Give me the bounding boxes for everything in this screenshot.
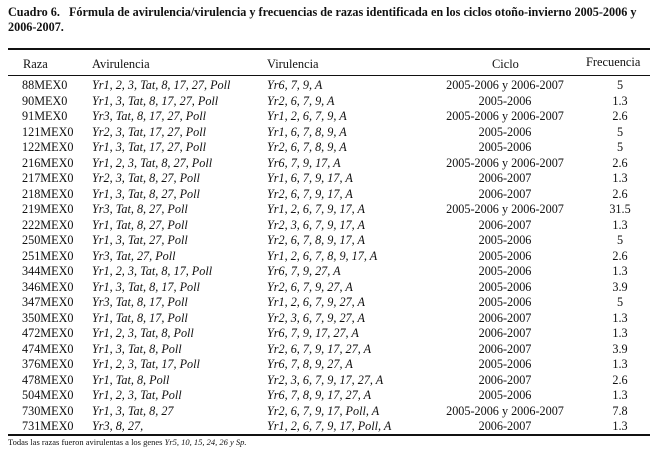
cell-virulencia: Yr2, 6, 7, 9, 17, Poll, A — [267, 403, 380, 418]
cell-virulencia: Yr6, 7, 9, 17, A — [267, 155, 341, 170]
table-row — [0, 295, 657, 311]
cell-avirulencia: Yr3, Tat, 8, 17, Poll — [92, 295, 188, 309]
cell-raza: 347MEX0 — [22, 295, 74, 309]
cell-raza: 88MEX0 — [22, 78, 68, 92]
cell-avirulencia: Yr1, Tat, 8, 17, Poll — [92, 310, 188, 325]
cell-ciclo: 2006-2007 — [478, 341, 532, 356]
cell-raza: 474MEX0 — [22, 341, 74, 356]
cell-avirulencia: Yr1, 3, Tat, 17, 27, Poll — [92, 140, 207, 154]
cell-raza: 121MEX0 — [22, 124, 74, 139]
cell-ciclo: 2005-2006 — [478, 279, 532, 294]
cell-virulencia: Yr2, 6, 7, 9, 17, A — [267, 186, 353, 201]
cell-virulencia: Yr6, 7, 9, 27, A — [267, 264, 341, 278]
table-row — [0, 357, 657, 373]
header-raza: Raza — [23, 57, 48, 71]
table-row — [0, 156, 657, 172]
cell-virulencia: Yr2, 6, 7, 9, 27, A — [267, 279, 353, 294]
cell-ciclo: 2005-2006 y 2006-2007 — [446, 155, 564, 170]
table-row — [0, 249, 657, 265]
cell-virulencia: Yr2, 6, 7, 9, 17, 27, A — [267, 341, 372, 356]
cell-avirulencia: Yr1, 2, 3, Tat, 8, 27, Poll — [92, 155, 213, 170]
cell-virulencia: Yr6, 7, 8, 9, 27, A — [267, 357, 353, 371]
table-body — [0, 78, 657, 435]
cell-frecuencia: 1.3 — [612, 171, 628, 185]
cell-raza: 91MEX0 — [22, 109, 68, 123]
table-row — [0, 94, 657, 110]
cell-avirulencia: Yr3, Tat, 8, 17, 27, Poll — [92, 109, 207, 123]
cell-avirulencia: Yr1, 3, Tat, 8, 17, Poll — [92, 279, 200, 294]
cell-avirulencia: Yr3, 8, 27, — [92, 419, 144, 433]
table-row — [0, 311, 657, 327]
cell-raza: 222MEX0 — [22, 217, 74, 232]
cell-avirulencia: Yr1, 3, Tat, 8, Poll — [92, 341, 182, 356]
cell-raza: 217MEX0 — [22, 171, 74, 185]
table-row — [0, 187, 657, 203]
cell-avirulencia: Yr1, 3, Tat, 8, 27, Poll — [92, 186, 200, 201]
cell-ciclo: 2006-2007 — [478, 217, 532, 232]
cell-ciclo: 2005-2006 — [478, 264, 532, 278]
table-row — [0, 280, 657, 296]
header-rule — [8, 75, 650, 76]
top-rule — [8, 48, 650, 50]
table-row — [0, 373, 657, 389]
table-row — [0, 78, 657, 94]
cell-avirulencia: Yr1, 3, Tat, 8, 27 — [92, 403, 174, 418]
cell-avirulencia: Yr1, 2, 3, Tat, 8, Poll — [92, 326, 194, 340]
cell-frecuencia: 1.3 — [612, 93, 628, 108]
header-avirulencia: Avirulencia — [92, 57, 150, 71]
cell-virulencia: Yr2, 6, 7, 8, 9, 17, A — [267, 233, 365, 247]
cell-raza: 218MEX0 — [22, 186, 74, 201]
table-row — [0, 109, 657, 125]
table-row — [0, 326, 657, 342]
cell-frecuencia: 1.3 — [612, 357, 628, 371]
cell-frecuencia: 5 — [616, 295, 624, 309]
cell-virulencia: Yr1, 6, 7, 9, 17, A — [267, 171, 353, 185]
table-caption — [8, 5, 653, 35]
cell-frecuencia: 5 — [616, 78, 624, 92]
cell-frecuencia: 1.3 — [612, 264, 628, 278]
cell-raza: 346MEX0 — [22, 279, 74, 294]
cell-frecuencia: 5 — [616, 124, 624, 139]
cell-ciclo: 2005-2006 — [478, 295, 532, 309]
cell-raza: 90MEX0 — [22, 93, 68, 108]
table-row — [0, 419, 657, 435]
cell-ciclo: 2005-2006 — [478, 124, 532, 139]
cell-raza: 219MEX0 — [22, 202, 74, 216]
cell-ciclo: 2006-2007 — [478, 326, 532, 340]
cell-ciclo: 2005-2006 — [478, 233, 532, 247]
cell-frecuencia: 1.3 — [612, 326, 628, 340]
cell-avirulencia: Yr1, 3, Tat, 27, Poll — [92, 233, 188, 247]
cell-virulencia: Yr2, 6, 7, 8, 9, A — [267, 140, 347, 154]
cell-virulencia: Yr2, 3, 6, 7, 9, 17, 27, A — [267, 372, 384, 387]
cell-raza: 350MEX0 — [22, 310, 74, 325]
header-frecuencia: Frecuencia — [586, 55, 641, 69]
cell-raza: 731MEX0 — [22, 419, 74, 433]
cell-frecuencia: 5 — [616, 140, 624, 154]
table-row — [0, 388, 657, 404]
footnote-genes: Yr5, 10, 15, 24, 26 y Sp. — [164, 437, 247, 447]
cell-frecuencia: 7.8 — [612, 403, 628, 418]
cell-avirulencia: Yr1, Tat, 8, Poll — [92, 372, 170, 387]
bottom-rule — [8, 434, 650, 436]
cell-avirulencia: Yr1, 2, 3, Tat, Poll — [92, 388, 182, 402]
cell-frecuencia: 3.9 — [612, 279, 628, 294]
footnote-text: Todas las razas fueron avirulentas a los genes — [8, 437, 163, 447]
cell-virulencia: Yr1, 2, 6, 7, 9, 27, A — [267, 295, 365, 309]
cell-raza: 251MEX0 — [22, 248, 74, 263]
cell-avirulencia: Yr1, Tat, 8, 27, Poll — [92, 217, 188, 232]
cell-avirulencia: Yr3, Tat, 27, Poll — [92, 248, 176, 263]
cell-raza: 250MEX0 — [22, 233, 74, 247]
table-row — [0, 202, 657, 218]
cell-virulencia: Yr1, 2, 6, 7, 8, 9, 17, A — [267, 248, 378, 263]
cell-raza: 478MEX0 — [22, 372, 74, 387]
cell-virulencia: Yr2, 3, 6, 7, 9, 27, A — [267, 310, 365, 325]
cell-frecuencia: 2.6 — [612, 186, 628, 201]
cell-frecuencia: 31.5 — [609, 202, 631, 216]
cell-frecuencia: 1.3 — [612, 419, 628, 433]
cell-avirulencia: Yr1, 2, 3, Tat, 8, 17, 27, Poll — [92, 78, 231, 92]
cell-ciclo: 2005-2006 — [478, 93, 532, 108]
cell-frecuencia: 2.6 — [612, 155, 628, 170]
cell-ciclo: 2005-2006 — [478, 388, 532, 402]
cell-frecuencia: 1.3 — [612, 217, 628, 232]
cell-raza: 504MEX0 — [22, 388, 74, 402]
cell-raza: 216MEX0 — [22, 155, 74, 170]
cell-virulencia: Yr2, 3, 6, 7, 9, 17, A — [267, 217, 365, 232]
cell-ciclo: 2006-2007 — [478, 419, 532, 433]
cell-ciclo: 2006-2007 — [478, 171, 532, 185]
table-row — [0, 140, 657, 156]
cell-virulencia: Yr1, 2, 6, 7, 9, 17, A — [267, 202, 365, 216]
cell-virulencia: Yr6, 7, 8, 9, 17, 27, A — [267, 388, 372, 402]
cell-avirulencia: Yr2, 3, Tat, 8, 27, Poll — [92, 171, 200, 185]
table-row — [0, 125, 657, 141]
table-row — [0, 264, 657, 280]
cell-virulencia: Yr6, 7, 9, A — [267, 78, 323, 92]
cell-ciclo: 2005-2006 y 2006-2007 — [446, 202, 564, 216]
cell-ciclo: 2006-2007 — [478, 310, 532, 325]
cell-raza: 472MEX0 — [22, 326, 74, 340]
cell-ciclo: 2006-2007 — [478, 372, 532, 387]
cell-frecuencia: 1.3 — [612, 310, 628, 325]
cell-avirulencia: Yr1, 2, 3, Tat, 17, Poll — [92, 357, 200, 371]
cell-frecuencia: 2.6 — [612, 248, 628, 263]
cell-ciclo: 2005-2006 y 2006-2007 — [446, 403, 564, 418]
cell-raza: 344MEX0 — [22, 264, 74, 278]
table-row — [0, 218, 657, 234]
table-row — [0, 404, 657, 420]
cell-frecuencia: 2.6 — [612, 372, 628, 387]
cell-avirulencia: Yr3, Tat, 8, 27, Poll — [92, 202, 188, 216]
cell-frecuencia: 1.3 — [612, 388, 628, 402]
table-row — [0, 342, 657, 358]
caption-title: Fórmula de avirulencia/virulencia y frecuencias de razas identificada en los ciclos otoño-invierno 2005-2006 y 2006-2007. — [8, 5, 637, 34]
cell-avirulencia: Yr1, 3, Tat, 8, 17, 27, Poll — [92, 93, 219, 108]
cell-avirulencia: Yr2, 3, Tat, 17, 27, Poll — [92, 124, 207, 139]
cell-avirulencia: Yr1, 2, 3, Tat, 8, 17, Poll — [92, 264, 213, 278]
cell-virulencia: Yr1, 2, 6, 7, 9, 17, Poll, A — [267, 419, 392, 433]
cell-frecuencia: 5 — [616, 233, 624, 247]
cell-raza: 122MEX0 — [22, 140, 74, 154]
cell-virulencia: Yr1, 6, 7, 8, 9, A — [267, 124, 347, 139]
header-ciclo: Ciclo — [492, 57, 519, 71]
table-row — [0, 233, 657, 249]
cell-ciclo: 2005-2006 — [478, 140, 532, 154]
cell-virulencia: Yr1, 2, 6, 7, 9, A — [267, 109, 347, 123]
cell-frecuencia: 3.9 — [612, 341, 628, 356]
cell-virulencia: Yr6, 7, 9, 17, 27, A — [267, 326, 359, 340]
caption-label: Cuadro 6. — [8, 5, 60, 19]
cell-frecuencia: 2.6 — [612, 109, 628, 123]
cell-ciclo: 2005-2006 — [478, 248, 532, 263]
cell-ciclo: 2005-2006 y 2006-2007 — [446, 78, 564, 92]
header-virulencia: Virulencia — [267, 57, 319, 71]
cell-ciclo: 2005-2006 — [478, 357, 532, 371]
cell-virulencia: Yr2, 6, 7, 9, A — [267, 93, 335, 108]
cell-raza: 730MEX0 — [22, 403, 74, 418]
cell-raza: 376MEX0 — [22, 357, 74, 371]
cell-ciclo: 2006-2007 — [478, 186, 532, 201]
footnote — [8, 437, 247, 447]
cell-ciclo: 2005-2006 y 2006-2007 — [446, 109, 564, 123]
table-row — [0, 171, 657, 187]
